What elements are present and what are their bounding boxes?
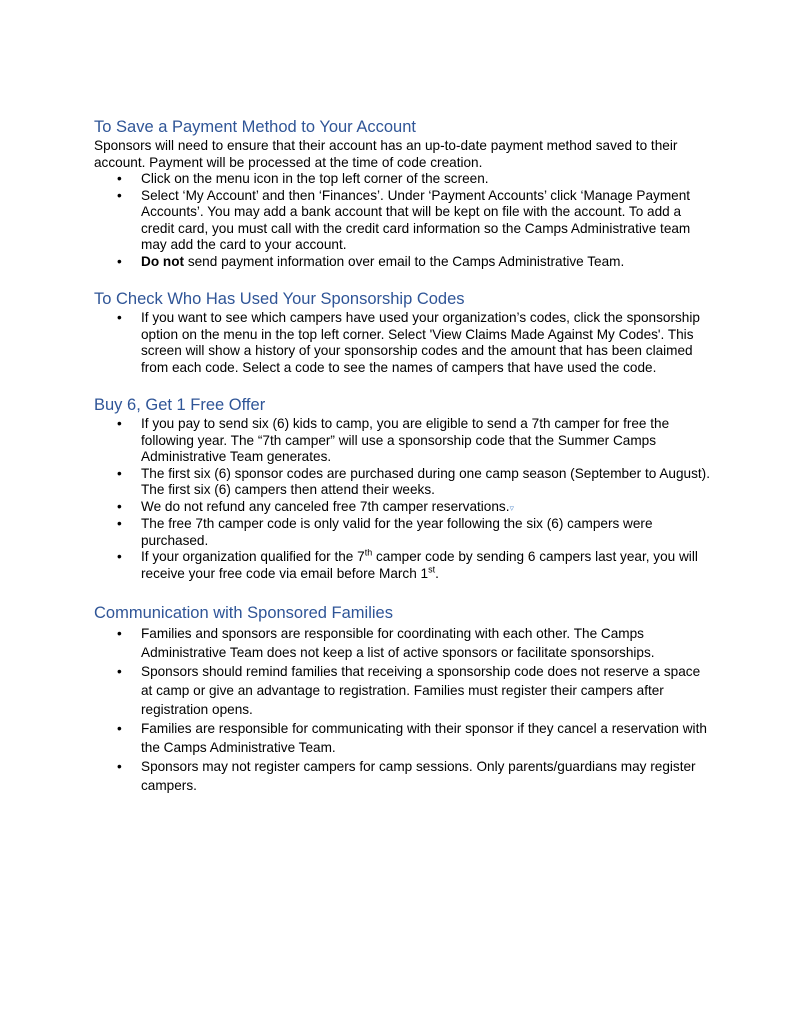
bullet-icon: • <box>117 516 122 531</box>
section-heading: Communication with Sponsored Families <box>94 604 393 622</box>
section-heading: Buy 6, Get 1 Free Offer <box>94 396 266 414</box>
bullet-list <box>94 171 714 270</box>
bullet-list <box>94 310 714 376</box>
list-item: • Do not send payment information over email to the Camps Administrative Team. <box>117 253 625 269</box>
bullet-icon: • <box>117 416 122 431</box>
bullet-icon: • <box>117 465 122 481</box>
section-intro: Sponsors will need to ensure that their account has an up-to-date payment method saved to their account. Payment will be processed at the time of code creation. <box>94 138 678 170</box>
list-item: • Select ‘My Account’ and then ‘Finances’. Under ‘Payment Accounts’ click ‘Manage Payment Accounts’. You may add a bank account that will be kept on file with the account. To add a credit card, you must call with the credit card information so the Camps Administrative team may add the card to your account. <box>117 187 691 252</box>
bullet-icon: • <box>117 171 122 186</box>
bullet-icon: • <box>117 187 122 203</box>
section-check-codes <box>94 288 714 376</box>
list-item: • Families and sponsors are responsible for coordinating with each other. The Camps Administrative Team does not keep a list of active sponsors or facilitate sponsorships. <box>117 626 655 660</box>
section-communication <box>94 602 714 795</box>
bullet-icon: • <box>117 721 122 736</box>
document-page <box>94 116 714 813</box>
bullet-icon: • <box>117 498 122 514</box>
bullet-icon: • <box>117 549 122 564</box>
list-item: • If your organization qualified for the 7th camper code by sending 6 campers last year, you will receive your free code via email before March 1st. <box>117 547 698 581</box>
edit-mark-icon: ▿ <box>509 502 515 513</box>
list-item: • If you want to see which campers have used your organization’s codes, click the sponsorship option on the menu in the top left corner. Select 'View Claims Made Against My Codes'. This screen will show a history of your sponsorship codes and the amount that has been claimed from each code. Select a code to see the names of campers that have used the code. <box>117 310 700 375</box>
bullet-list <box>94 624 714 795</box>
bullet-icon: • <box>117 626 122 641</box>
section-buy-6-get-1 <box>94 394 714 582</box>
bullet-icon: • <box>117 310 122 325</box>
bullet-icon: • <box>117 759 122 774</box>
list-item: • The free 7th camper code is only valid for the year following the six (6) campers were purchased. <box>117 516 653 548</box>
section-heading: To Save a Payment Method to Your Account <box>94 118 416 136</box>
list-item: • The first six (6) sponsor codes are purchased during one camp season (September to August). The first six (6) campers then attend their weeks. <box>117 465 710 497</box>
list-item: • Sponsors may not register campers for camp sessions. Only parents/guardians may register campers. <box>117 759 696 793</box>
list-item: • Families are responsible for communicating with their sponsor if they cancel a reservation with the Camps Administrative Team. <box>117 721 707 755</box>
emphasis-text: Do not <box>141 253 185 269</box>
section-heading: To Check Who Has Used Your Sponsorship Codes <box>94 290 465 308</box>
list-item: • If you pay to send six (6) kids to camp, you are eligible to send a 7th camper for free the following year. The “7th camper” will use a sponsorship code that the Summer Camps Administrative Team generates. <box>117 416 670 464</box>
list-item: • Sponsors should remind families that receiving a sponsorship code does not reserve a space at camp or give an advantage to registration. Families must register their campers after registration opens. <box>117 664 701 717</box>
list-item: • Click on the menu icon in the top left corner of the screen. <box>117 171 489 186</box>
bullet-list <box>94 416 714 582</box>
bullet-icon: • <box>117 664 122 679</box>
section-save-payment <box>94 116 714 270</box>
bullet-icon: • <box>117 253 122 269</box>
list-item: • We do not refund any canceled free 7th camper reservations.▿ <box>117 498 515 514</box>
